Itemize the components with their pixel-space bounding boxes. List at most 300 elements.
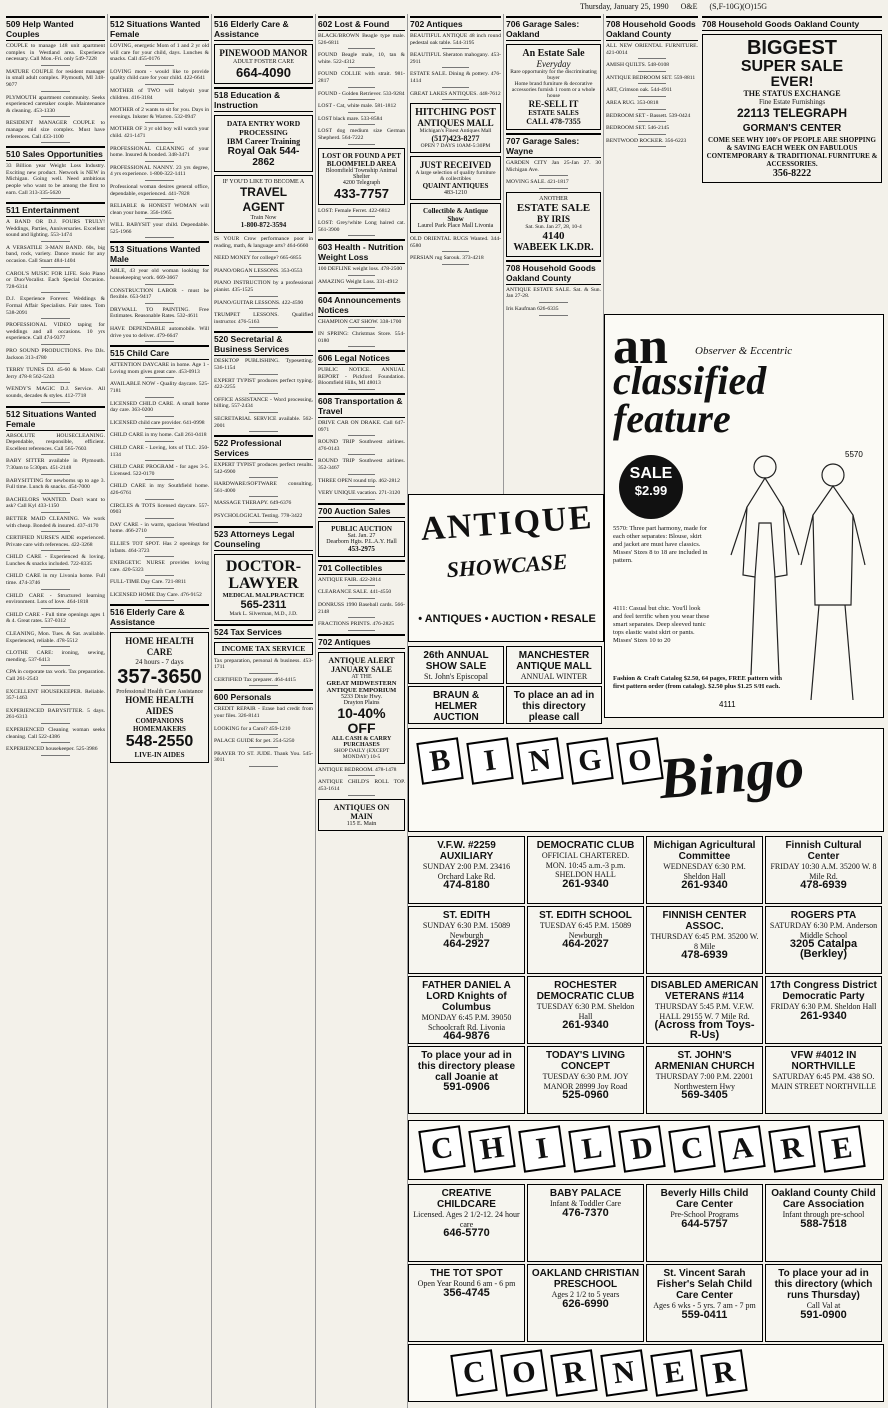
letter-tile: I: [466, 737, 513, 784]
home-health-phone-2: 548-2550: [125, 733, 194, 751]
secretarial-ads: [214, 358, 313, 432]
classified-ad: CHILD CARE - Full time openings ages 1 & 4. Great rates. 537-0312: [6, 612, 105, 628]
directory-box-phone: 464-2027: [562, 938, 609, 950]
letter-tile: N: [516, 737, 563, 784]
classified-ad: WENDY'S MAGIC D.J. Service. All sounds, decades & styles. 412-7718: [6, 386, 105, 402]
classified-ad: PALACE GUIDE for pet. 254-5250: [214, 738, 313, 748]
section-header: 708 Household Goods Oakland County: [702, 16, 882, 31]
directory-box-title: ST. EDITH: [442, 910, 491, 921]
classified-ad: FOUND Beagle male, 10, tan & white. 522-4312: [318, 52, 405, 68]
child-care-banner: [408, 1120, 884, 1180]
classified-ad: CHILD CARE PROGRAM - for ages 3-5. Licensed. 522-0170: [110, 464, 209, 480]
travel-title: TRAVEL AGENT: [239, 185, 288, 214]
classified-ad: PLYMOUTH apartment community. Seeks experienced caretaker couple. Maintenance & cleaning. 453-1330: [6, 95, 105, 118]
directory-box-body: TUESDAY 6:45 P.M. 15089 Newburgh: [539, 921, 632, 940]
shelter-addr: 4200 Telegraph: [342, 179, 381, 186]
classified-ad: CIRCLES & TOTS licensed daycare. 557-0903: [110, 503, 209, 519]
directory-box-title: DEMOCRATIC CLUB: [536, 840, 635, 851]
directory-box-title: FINNISH CENTER ASSOC.: [662, 910, 747, 932]
pinewood-name: PINEWOOD MANOR: [219, 48, 308, 58]
classified-ad: COUPLE to manage 148 unit apartment complex in Westland area. Experience necessary. Call Mon.-Fri. only 549-7228: [6, 43, 105, 66]
alert-t5: 5233 Dixie Hwy.: [340, 693, 383, 700]
estate-sale-everyday-ad: [506, 44, 601, 130]
classified-ad: HAVE DEPENDABLE automobile. Will drive you to deliver. 479-6647: [110, 326, 209, 342]
classified-ad: CHILD CARE in my Livonia home. Full time. 474-3746: [6, 573, 105, 589]
directory-box-body: TUESDAY 6:30 P.M. Sheldon Hall: [536, 1002, 635, 1021]
home-health-hours: 24 hours - 7 days: [135, 658, 184, 667]
letter-tile: O: [616, 737, 663, 784]
estate-t4: Home brand furniture & decorative accessories furnish 1 room or a whole house: [511, 81, 596, 99]
showcase-title: ANTIQUE: [419, 499, 595, 548]
child-care-listing: [408, 1264, 525, 1342]
directory-box-phone: 646-5770: [443, 1227, 490, 1239]
showcase-listing: [408, 686, 504, 724]
classified-ad: NEED MONEY for college? 665-6855: [214, 255, 313, 265]
directory-box-title: FATHER DANIEL A LORD Knights of Columbus: [422, 980, 511, 1013]
section-header: 516 Elderly Care & Assistance: [110, 604, 209, 629]
biggest-phone: 22113 TELEGRAPH: [736, 106, 848, 120]
classified-ad: MATURE COUPLE for resident manager in small adult complex. Plymouth, MI 348-9077: [6, 69, 105, 92]
announcement-ads: [318, 319, 405, 348]
another-t2: ESTATE SALE: [516, 201, 591, 214]
classified-ad: LOOKING for a Carol? 459-1210: [214, 726, 313, 736]
biggest-sale-ad: [702, 34, 882, 183]
section-header: 511 Entertainment: [6, 202, 105, 217]
public-auction-ad: [318, 521, 405, 557]
another-t6: WABEEK LK.DR.: [513, 241, 594, 253]
home-health-sub: Professional Health Care Assistance: [116, 689, 203, 696]
just-phone: 483-1210: [444, 190, 467, 197]
lawyer-sub: MEDICAL MALPRACTICE: [222, 591, 305, 599]
directory-box-phone: 644-5757: [681, 1217, 728, 1230]
directory-box-body: THURSDAY 5:45 P.M. V.F.W. HALL 29155 W. 7 Mile Rd.: [655, 1002, 754, 1021]
classified-ad: IS YOUR Crow performance poor in reading, math, & language arts? 464-6660: [214, 236, 313, 252]
classified-ad: BEDROOM SET - Bassett. 539-0424: [606, 113, 698, 123]
classified-ad: IN SPRING: Christmas Store. 554-0180: [318, 331, 405, 347]
pinewood-sub: ADULT FOSTER CARE: [232, 59, 294, 65]
classified-ad: LICENSED HOME Day Care. 476-9152: [110, 592, 209, 602]
auction-date: Sat. Jan. 27: [347, 532, 376, 539]
letter-tile: G: [566, 737, 613, 784]
classified-ad: BETTER MAID CLEANING. We work with cheap. Bonded & insured. 437-4170: [6, 516, 105, 532]
bingo-listing: [527, 906, 644, 974]
letter-tile: A: [718, 1125, 765, 1172]
classified-ad: AVAILABLE NOW - Quality daycare. 525-7181: [110, 381, 209, 397]
travel-ads: [318, 420, 405, 500]
bingo-listing: [527, 1046, 644, 1114]
directory-box-phone: 474-8180: [443, 879, 490, 891]
section-header: 523 Attorneys Legal Counseling: [214, 526, 313, 551]
directory-box-phone: 261-9340: [681, 879, 728, 891]
directory-box-title: OAKLAND CHRISTIAN PRESCHOOL: [531, 1268, 640, 1290]
classified-ad: ENERGETIC NURSE provides loving care. 420-5323: [110, 560, 209, 576]
classified-ad: ROUND TRIP Southwest airlines. 476-0143: [318, 439, 405, 455]
directory-box-title: MANCHESTER ANTIQUE MALL: [516, 650, 592, 672]
child-care-listing: [646, 1184, 763, 1262]
section-header: 702 Antiques: [318, 634, 405, 649]
directory-box-title: ROCHESTER DEMOCRATIC CLUB: [536, 980, 635, 1002]
child-care-listing: [408, 1184, 525, 1262]
directory-box-title: DISABLED AMERICAN VETERANS #114: [650, 980, 759, 1002]
classified-column-1: [4, 14, 108, 1408]
classified-ad: CHILD CARE - Experienced & loving. Lunches & snacks included. 722-8335: [6, 554, 105, 570]
classified-ad: OFFICE ASSISTANCE - Word processing, billing. 557-2434: [214, 397, 313, 413]
classified-column-3: [212, 14, 316, 1408]
section-header: 518 Education & Instruction: [214, 87, 313, 112]
directory-box-title: CREATIVE CHILDCARE: [437, 1188, 496, 1210]
classified-ad: PIANO INSTRUCTION by a professional pianist. 435-1525: [214, 280, 313, 296]
biggest-t3: EVER!: [770, 73, 814, 89]
directory-box-body: Licensed. Ages 2 1/2-12. 24 hour care: [413, 1210, 520, 1229]
child-care-listing: [527, 1264, 644, 1342]
lawyer-title: DOCTOR-LAWYER: [225, 557, 302, 592]
estate-phone: CALL 478-7355: [526, 117, 581, 126]
section-header: 600 Personals: [214, 689, 313, 704]
household-ads: [506, 287, 601, 316]
classified-ad: DAY CARE - in warm, spacious Westland home. 466-2710: [110, 522, 209, 538]
directory-box-body: THURSDAY 7:00 P.M. 22001 Northwestern Hwy: [655, 1072, 754, 1091]
classified-ad: CERTIFIED NURSE'S AIDE experienced. Private care with references. 422-3268: [6, 535, 105, 551]
biggest-phone-2: 356-8222: [772, 168, 812, 179]
section-header: 516 Elderly Care & Assistance: [214, 16, 313, 41]
classified-ad: CLEANING, Mon. Tues. & Sat. available. Experienced, reliable. 478-5512: [6, 631, 105, 647]
classified-ad: DRIVE CAR ON DRAKE. Call 647-0971: [318, 420, 405, 436]
travel-phone: 1-800-872-3594: [240, 221, 287, 229]
classified-ad: A BAND OR D.J. FOURS TRULY! Weddings, Parties, Anniversaries. Excellent sound and lighting. 553-1474: [6, 219, 105, 242]
biggest-t7: COME SEE WHY 100's OF PEOPLE ARE SHOPPING & SAVING EACH WEEK ON FABULOUS CONTEMPORARY & TRADITIONAL FURNITURE & ACCESSORIES.: [706, 136, 878, 168]
child-care-listing: [765, 1184, 882, 1262]
sale-price: $2.99: [634, 483, 668, 498]
letter-tile: C: [450, 1349, 497, 1396]
directory-box-body: Open Year Round 6 am - 6 pm: [417, 1279, 516, 1288]
lawyer-name: Mark L. Silverman, M.D., J.D.: [229, 610, 298, 617]
child-care-letter-row: [417, 1125, 867, 1173]
income-tax-ad: [214, 642, 313, 655]
bingo-listing: [765, 836, 882, 904]
classified-ad: ABLE, 43 year old woman looking for housekeeping work. 669-3667: [110, 268, 209, 284]
hitching-t3: Michigan's Finest Antiques Mall: [419, 128, 492, 135]
classified-ad: CREDIT REPAIR - Erase bad credit from your files. 326-8141: [214, 706, 313, 722]
biggest-t2: SUPER SALE: [740, 58, 844, 75]
classified-ad: CAROL'S MUSIC FOR LIFE. Solo Piano or Duo/Vocalist. Each Special Occasion. 728-6314: [6, 271, 105, 294]
directory-box-body: FRIDAY 6:30 P.M. Sheldon Hall: [770, 1002, 877, 1011]
classified-ad: LOST black mare. 533-8584: [318, 116, 405, 126]
directory-box-body: THURSDAY 6:45 P.M. 35200 W. 8 Mile: [650, 932, 759, 951]
classified-ad: BLACK/BROWN Beagle type male. 526-6811: [318, 33, 405, 49]
classified-ad: DRYWALL TO PAINTING. Free Estimates. Reasonable Rates. 532-4611: [110, 307, 209, 323]
classified-ad: SECRETARIAL SERVICE available. 562-2001: [214, 416, 313, 432]
classified-ad: GREAT LAKES ANTIQUES. 448-7612: [410, 91, 501, 101]
hitching-t2: ANTIQUES MALL: [417, 118, 494, 129]
directory-box-body: Pre-School Programs: [670, 1210, 739, 1219]
classified-ad: D.J. Experience Forever. Weddings & Formal Affair Specialists. Fair rates. Tom 538-2091: [6, 296, 105, 319]
classified-column-4: [316, 14, 408, 1408]
classified-ad: LICENSED CHILD CARE. A small home day care. 363-0200: [110, 401, 209, 417]
data-entry-sub: IBM Career Training: [226, 137, 301, 146]
directory-box-body: Infant & Toddler Care: [549, 1199, 622, 1208]
data-entry-title: DATA ENTRY WORD PROCESSING: [226, 119, 301, 137]
bingo-listing: [408, 906, 525, 974]
section-header: 512 Situations Wanted Female: [6, 406, 105, 431]
antique-ads-2: [410, 33, 501, 100]
home-health-phone: 357-3650: [117, 666, 202, 689]
directory-box-title: BRAUN & HELMER AUCTION: [432, 690, 480, 723]
classified-ad: LOVING, energetic Mom of 1 and 2 yr old will care for your child, days. Lunches & snacks. Call 455-0176: [110, 43, 209, 66]
classified-ad: CONSTRUCTION LABOR - must be flexible. 653-9417: [110, 288, 209, 304]
directory-box-title: St. Vincent Sarah Fisher's Selah Child Care Center: [656, 1268, 753, 1301]
hitching-hours: OPEN 7 DAYS 10AM-5:30PM: [420, 143, 491, 150]
classified-ad: BENTWOOD ROCKER. 356-6223: [606, 138, 698, 148]
letter-tile: R: [768, 1125, 815, 1172]
travel-agent-ad: [214, 175, 313, 233]
directory-box-body: FRIDAY 10:30 A.M. 35200 W. 8 Mile Rd.: [770, 862, 877, 881]
directory-box-phone: 559-0411: [681, 1308, 728, 1321]
directory-box-title: BABY PALACE: [549, 1188, 622, 1199]
estate-t2: Everyday: [536, 59, 571, 69]
section-header: 608 Transportation & Travel: [318, 393, 405, 418]
section-header: 706 Garage Sales: Oakland: [506, 16, 601, 41]
collect-t1: Collectible & Antique Show: [423, 207, 488, 224]
just-t2: A large selection of quality furniture & collectibles: [415, 170, 496, 183]
tax-ads: [214, 658, 313, 687]
section-header: 509 Help Wanted Couples: [6, 16, 105, 41]
classified-ad: MOTHER OF 3 yr old boy will watch your child. 421-1471: [110, 126, 209, 142]
classified-ad: BEAUTIFUL ANTIQUE 48 inch round pedestal oak table. 544-3195: [410, 33, 501, 49]
classified-ad: MOTHER of 2 wants to sit for you. Days in evenings. Inkster & Warren. 532-0947: [110, 107, 209, 123]
antique-ads: [318, 767, 405, 796]
classified-ad: FRACTIONS PRINTS. 476-2825: [318, 621, 405, 631]
home-health-live-in: LIVE-IN AIDES: [134, 751, 185, 760]
section-header: 702 Antiques: [410, 16, 501, 31]
directory-box-body: Ages 6 wks - 5 yrs. 7 am - 7 pm: [653, 1301, 756, 1310]
classified-ad: LOST: Grey/white Long haired cat. 561-3900: [318, 220, 405, 236]
directory-box-title: To place your ad in this directory (which runs Thursday): [774, 1268, 873, 1301]
hitching-t1: HITCHING POST: [415, 107, 496, 119]
bingo-listing: [765, 906, 882, 974]
classified-ad: EXPERT TYPIST produces perfect results. 542-6900: [214, 462, 313, 478]
directory-box-title: Beverly Hills Child Care Center: [660, 1188, 749, 1210]
classified-ad: PROFESSIONAL CLEANING of your home. Insured & bonded. 348-3471: [110, 146, 209, 162]
letter-tile: L: [568, 1125, 615, 1172]
classified-ad: BACHELORS WANTED. Don't want to ask? Call Kyl 433-1150: [6, 497, 105, 513]
collectible-ads: [318, 577, 405, 631]
biggest-t1: BIGGEST: [746, 37, 837, 59]
just-t3: QUAINT ANTIQUES: [422, 182, 489, 191]
another-t5: 4140: [542, 229, 565, 242]
pinewood-manor-ad: [214, 44, 313, 84]
classified-ad: PRAYER TO ST. JUDE. Thank You. 545-3011: [214, 751, 313, 767]
section-header: 512 Situations Wanted Female: [110, 16, 209, 41]
directory-box-body: TUESDAY 6:30 P.M. JOY MANOR 28999 Joy Road: [542, 1072, 629, 1091]
legal-notice-ads: [318, 367, 405, 390]
another-t1: ANOTHER: [539, 195, 568, 202]
pattern-catalog-note: Fashion & Craft Catalog $2.50, 64 pages, FREE pattern with first pattern order (from catalog). $2.50 plus $1.25 S/H each.: [613, 675, 782, 690]
classified-ad: CHAMPION CAT SHOW. 338-1700: [318, 319, 405, 329]
antique-showcase-banner: [408, 494, 604, 642]
just-received-ad: [410, 156, 501, 200]
alert-t1: ANTIQUE ALERT: [328, 655, 395, 665]
classified-ad: ANTIQUE ESTATE SALE. Sat. & Sun. Jan 27-28.: [506, 287, 601, 303]
health-ads: [318, 266, 405, 288]
letter-tile: C: [418, 1125, 465, 1172]
letter-tile: H: [468, 1125, 515, 1172]
another-t4: Sat. Sun. Jan 27, 28, 10-4: [525, 223, 582, 230]
page-code: (S,F-10G)(O)15G: [709, 2, 768, 11]
feature-brand: an: [613, 318, 668, 375]
classified-ad: Tax preparation, personal & business. 453-1711: [214, 658, 313, 674]
estate-t6: ESTATE SALES: [528, 109, 579, 117]
classified-ad: BABYSITTING for newborns up to age 3. Full time. Lunch & snacks. 454-7000: [6, 478, 105, 494]
classified-ad: ART, Crimson oak. 544-4911: [606, 87, 698, 97]
feature-word-classified: classified: [613, 358, 767, 403]
corner-letter-row: [449, 1349, 749, 1397]
just-t1: JUST RECEIVED: [419, 160, 492, 171]
bingo-listing: [646, 1046, 763, 1114]
directory-box-body: Call Val at: [806, 1301, 841, 1310]
classified-ad: FOUND COLLIE with strait. 981-2817: [318, 71, 405, 87]
directory-box-title: VFW #4012 IN NORTHVILLE: [790, 1050, 857, 1072]
classified-ad: TRUMPET LESSONS. Qualified instructor. 476-5163: [214, 312, 313, 328]
travel-sub: Train Now: [250, 215, 277, 221]
biggest-t5: Fine Estate Furnishings: [758, 98, 826, 106]
classified-ad: LOST: Female Ferret. 422-6812: [318, 208, 405, 218]
directory-box-body: WEDNESDAY 6:30 P.M. Sheldon Hall: [663, 862, 746, 881]
pattern-5570-desc: 5570: Three part harmony, made for each other separates: Blouse, skirt and jacket are must have classics. Misses' Sizes 8 to 18 are included in pattern.: [613, 525, 708, 564]
classified-ad: PERSIAN rug Sarouk. 373-4218: [410, 255, 501, 265]
section-header: 604 Announcements Notices: [318, 292, 405, 317]
home-health-companions: COMPANIONS HOMEMAKERS: [133, 717, 186, 734]
classified-ad: MASSAGE THERAPY. 649-6376: [214, 500, 313, 510]
classified-ad: ANTIQUE BEDROOM SET. 559-8811: [606, 75, 698, 85]
directory-box-phone: 3205 Catalpa (Berkley): [789, 938, 858, 960]
main-addr: 115 E. Main: [346, 820, 377, 827]
directory-box-phone: 591-0900: [800, 1308, 847, 1321]
animal-shelter-ad: [318, 148, 405, 205]
section-header: 522 Professional Services: [214, 435, 313, 460]
letter-tile: R: [550, 1349, 597, 1396]
bingo-listing: [646, 906, 763, 974]
section-header: 707 Garage Sales: Wayne: [506, 133, 601, 158]
directory-box-title: THE TOT SPOT: [430, 1268, 503, 1279]
bingo-listing: [765, 976, 882, 1044]
directory-box-phone: 525-0960: [562, 1089, 609, 1101]
letter-tile: C: [668, 1125, 715, 1172]
directory-box-body: SUNDAY 2:00 P.M. 23416 Orchard Lake Rd.: [422, 862, 511, 881]
lost-found-ads: [318, 33, 405, 145]
estate-t1: An Estate Sale: [522, 48, 585, 59]
directory-box-body: SATURDAY 6:45 PM. 438 SO. MAIN STREET NORTHVILLE: [771, 1072, 876, 1091]
child-care-listing: [765, 1264, 882, 1342]
directory-box-title: TODAY'S LIVING CONCEPT: [545, 1050, 626, 1072]
auction-title: PUBLIC AUCTION: [331, 524, 392, 533]
classified-ad: TERRY TUNES DJ. 45-60 & More. Call Jerry 478-8 562-5243: [6, 367, 105, 383]
section-header: 515 Child Care: [110, 345, 209, 360]
classified-ad: BEAUTIFUL Sheraton mahogany. 453-2911: [410, 52, 501, 68]
section-header: 513 Situations Wanted Male: [110, 241, 209, 266]
alert-discount: 10-40% OFF: [337, 704, 386, 736]
page-header-line: [580, 2, 880, 11]
classified-column-7: [604, 14, 700, 314]
classified-ad: ATTENTION DAYCARE in home. Age 1 - Loving mom gives great care. 453-0913: [110, 362, 209, 378]
directory-box-body: SATURDAY 6:30 P.M. Anderson Middle School: [769, 921, 878, 940]
classified-ad: BABY SITTER available in Plymouth. 7:30am to 5:30pm. 451-2148: [6, 458, 105, 474]
showcase-listing: [506, 686, 602, 724]
bingo-letter-row: [415, 737, 665, 785]
directory-box-phone: 261-9340: [562, 1019, 609, 1031]
pattern-4111-desc: 4111: Casual but chic. You'll look and feel terrific when you wear these smart separates. Deep sleeved tunic tops elastic waist skirt or pants. Misses' Sizes 10 to 20: [613, 605, 710, 644]
showcase-listing: [506, 646, 602, 684]
letter-tile: N: [600, 1349, 647, 1396]
classified-ad: 100 DEFLINE weight loss. 478-2500: [318, 266, 405, 276]
bingo-listing: [765, 1046, 882, 1114]
directory-box-body: Ages 2 1/2 to 5 years: [551, 1290, 620, 1299]
classified-column-8: [700, 14, 884, 314]
classified-ad: ABSOLUTE HOUSECLEANING. Dependable, responsible, efficient. Excellent references. Call 565-7603: [6, 433, 105, 456]
child-care-listing: [646, 1264, 763, 1342]
classified-ad: ALL NEW ORIENTAL FURNITURE. 421-0014: [606, 43, 698, 59]
classified-ad: AREA RUG. 353-0818: [606, 100, 698, 110]
classified-ad: RESIDENT MANAGER COUPLE to manage mid size complex. Must have references. Call 433-1100: [6, 120, 105, 143]
classified-ad: CLOTHE CARE: ironing, sewing, mending. 537-6413: [6, 650, 105, 666]
iris-estate-sale-ad: [506, 192, 601, 257]
classified-ad: LOST - Cat, white male. 581-1812: [318, 103, 405, 113]
education-ads: [214, 236, 313, 328]
directory-box-phone: 591-0906: [443, 1081, 490, 1093]
classified-ad: THREE OPEN round trip. 462-2812: [318, 478, 405, 488]
classified-ad: AMAZING Weight Loss. 331-4912: [318, 279, 405, 289]
travel-lead: IF YOU'D LIKE TO BECOME A: [222, 179, 305, 185]
directory-box-phone: 464-2927: [443, 938, 490, 950]
classified-ad: EXPERIENCED BABYSITTER. 5 days. 261-6313: [6, 708, 105, 724]
directory-box-body: Infant through pre-school: [782, 1210, 865, 1219]
directory-box-phone: 464-9876: [443, 1030, 490, 1042]
classified-ad: EXPERIENCED housekeeper. 525-3986: [6, 746, 105, 756]
classified-ad: A VERSATILE 3-MAN BAND. 60s, big band, rock, variety. Dance music for any occasion. Call Stuart 484-1404: [6, 245, 105, 268]
directory-box-phone: 261-9340: [562, 877, 609, 890]
letter-tile: D: [618, 1125, 665, 1172]
section-header: 603 Health - Nutrition Weight Loss: [318, 239, 405, 264]
classified-column-6: [504, 14, 604, 504]
classified-ad: PROFESSIONAL NANNY. 23 yrs degree, 4 yrs experience. 1-800-322-1411: [110, 165, 209, 181]
classified-ad: DONRUSS 1990 Baseball cards. 566-2148: [318, 602, 405, 618]
classified-ad: DESKTOP PUBLISHING. Typesetting. 536-1154: [214, 358, 313, 374]
letter-tile: R: [700, 1349, 747, 1396]
alert-t4: GREAT MIDWESTERN ANTIQUE EMPORIUM: [326, 679, 397, 694]
child-care-listing: [527, 1184, 644, 1262]
bingo-listing: [646, 976, 763, 1044]
shelter-t2: BLOOMFIELD AREA: [326, 159, 397, 168]
collect-t2: Laurel Park Place Mall Livonia: [417, 223, 494, 230]
classified-ad: ANTIQUE FAIR. 422-2814: [318, 577, 405, 587]
classified-ad: RELIABLE & HONEST WOMAN will clean your home. 356-1965: [110, 203, 209, 219]
directory-box-phone: 588-7518: [800, 1217, 847, 1230]
classified-ad: EXPERIENCED Cleaning woman seeks cleaning. Call 522-4386: [6, 727, 105, 743]
lawyer-phone: 565-2311: [240, 598, 287, 611]
classified-column-2: [108, 14, 212, 1408]
letter-tile: E: [650, 1349, 697, 1396]
directory-box-phone: (Across from Toys-R-Us): [654, 1019, 755, 1041]
issue-date: Thursday, January 25, 1990: [580, 2, 669, 11]
section-header: 700 Auction Sales: [318, 503, 405, 518]
biggest-t6: GORMAN'S CENTER: [742, 123, 842, 134]
directory-box-title: Finnish Cultural Center: [785, 840, 862, 862]
directory-box-title: ST. JOHN'S ARMENIAN CHURCH: [654, 1050, 755, 1072]
directory-box-phone: 261-9340: [800, 1009, 847, 1022]
personal-ads: [214, 706, 313, 767]
classified-ad: OLD ORIENTAL RUGS Wanted. 344-6580: [410, 236, 501, 252]
showcase-subtitle: SHOWCASE: [445, 548, 569, 583]
shelter-t3: Bloomfield Township Animal Shelter: [325, 167, 398, 180]
